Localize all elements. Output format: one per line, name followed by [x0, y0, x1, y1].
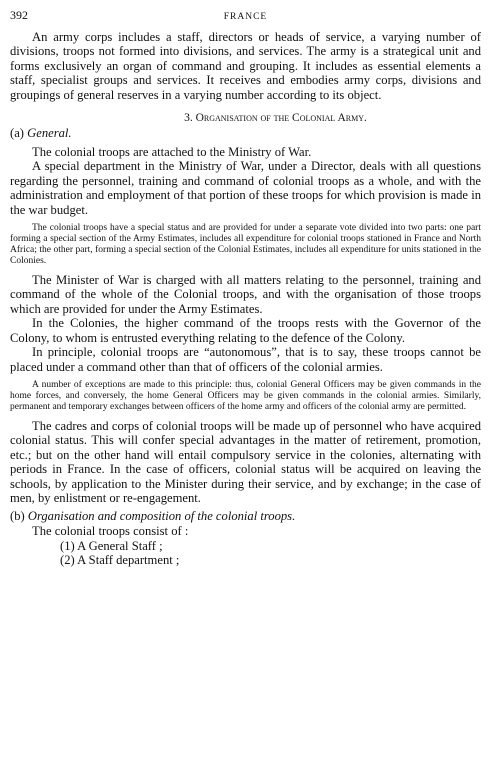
composition-list — [10, 539, 481, 568]
section-title: Organisation of the Colonial Army. — [195, 112, 367, 125]
paragraph-attached: The colonial troops are attached to the Ministry of War. — [32, 145, 312, 160]
list-item: (1) A General Staff ; — [60, 538, 163, 553]
running-title: FRANCE — [223, 12, 268, 22]
paragraph-minister: The Minister of War is charged with all matters relating to the personnel, training and command of the whole of the Colonial troops, and with the organisation of those troops which are provided for under the Army Estimates. — [10, 273, 481, 316]
subheading-label: (a) — [10, 126, 24, 141]
note-exceptions: A number of exceptions are made to this principle: thus, colonial General Officers may be given commands in the home forces, and conversely, the home General Officers may be given commands in the colonial armies. Similarly, permanent and temporary exchanges between officers of the home army and officers of the colonial army are permitted. — [10, 379, 481, 412]
subheading-title: General. — [27, 126, 72, 141]
paragraph-special-department: A special department in the Ministry of War, under a Director, deals with all questions regarding the personnel, training and command of colonial troops as a whole, and with the administration and employment of that portion of these troops for which provision is made in the war budget. — [10, 159, 481, 217]
paragraph-colonies-command: In the Colonies, the higher command of the troops rests with the Governor of the Colony, to whom is entrusted everything relating to the defence of the Colony. — [10, 316, 481, 345]
list-item: (2) A Staff department ; — [60, 553, 180, 568]
subheading-title: Organisation and composition of the colonial troops. — [27, 509, 296, 524]
running-head — [10, 8, 481, 30]
subheading-organisation — [10, 509, 481, 524]
subheading-label: (b) — [10, 509, 25, 524]
section-heading — [70, 112, 481, 124]
page-number: 392 — [10, 8, 28, 22]
paragraph-autonomous: In principle, colonial troops are “autonomous”, that is to say, these troops cannot be placed under a command other than that of officers of the colonial armies. — [10, 345, 481, 374]
paragraph-consist-of: The colonial troops consist of : — [32, 524, 189, 539]
paragraph-cadres: The cadres and corps of colonial troops will be made up of personnel who have acquired colonial status. This will confer special advantages in the matter of retirement, promotion, etc.; but on the other hand will entail compulsory service in the colonies, alternating with periods in France. In the case of officers, colonial status will be acquired on leaving the schools, by application to the Minister during their service, and by exchange; in the case of men, by enlistment or re-engagement. — [10, 418, 481, 505]
section-number: 3. — [184, 112, 193, 125]
subheading-general — [10, 126, 481, 141]
note-special-status: The colonial troops have a special status and are provided for under a separate vote divided into two parts: one part forming a special section of the Army Estimates, includes all expenditure for colonial troops stationed in France and North Africa; the other part, forming a special section of the Colonial Estimates, includes all expenditure for units stationed in the Colonies. — [10, 223, 481, 267]
paragraph-army-corps: An army corps includes a staff, directors or heads of service, a varying number of divisions, troops not formed into divisions, and services. The army is a strategical unit and forms exclusively an organ of command and grouping. It includes as essential elements a staff, specialist groups and services. It receives and embodies army corps, divisions and groupings of general reserves in a varying number according to its object. — [10, 30, 481, 102]
